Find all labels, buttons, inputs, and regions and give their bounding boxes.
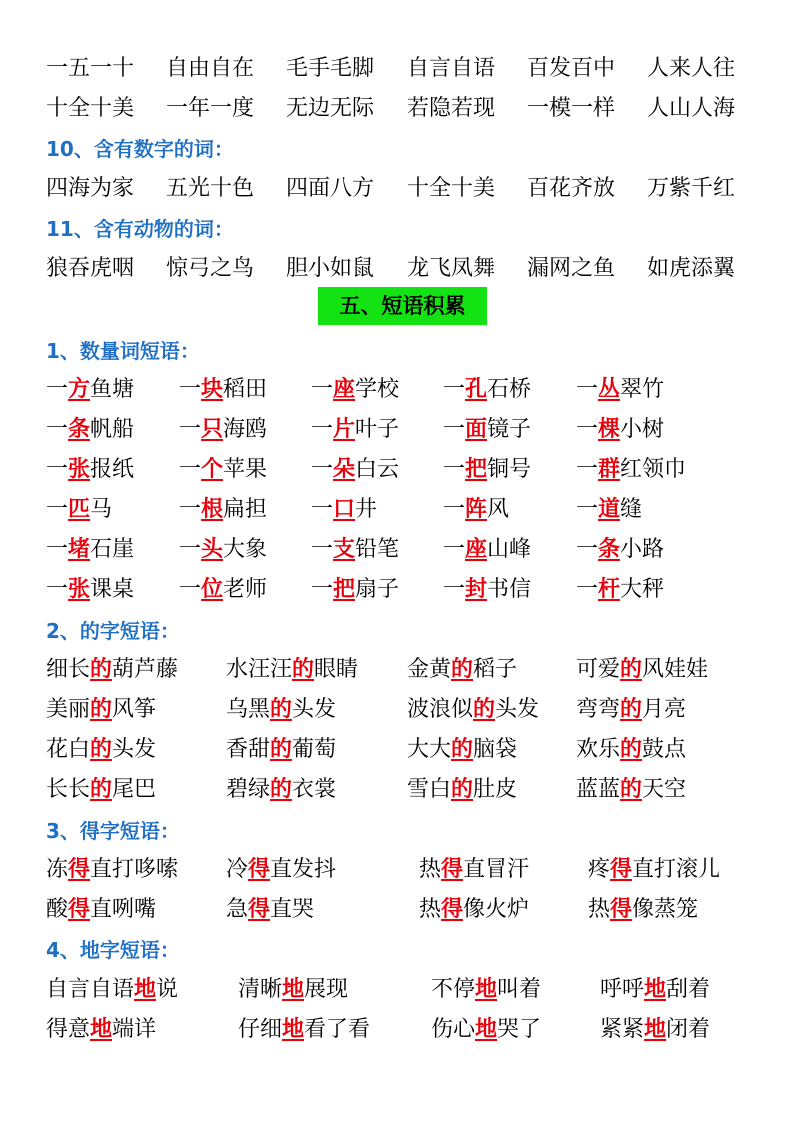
- phrase: [226, 694, 336, 726]
- phrase-part: 像蒸笼: [632, 897, 699, 922]
- phrase-part: 一: [443, 377, 466, 402]
- phrase: [179, 454, 267, 486]
- phrase: [46, 854, 178, 886]
- phrase-part: 香甜: [226, 737, 271, 762]
- phrase-part: 马: [90, 497, 113, 522]
- idiom-word: 自言自语: [407, 56, 496, 81]
- phrase: [576, 374, 664, 406]
- phrase-part: 得意: [46, 1017, 91, 1042]
- phrase-part: 叫着: [497, 977, 542, 1002]
- phrase-part: 红领巾: [620, 457, 687, 482]
- idiom-word: 四面八方: [286, 176, 375, 201]
- phrase-part: 月亮: [642, 697, 687, 722]
- section-heading-di-phrases: 4、地字短语：: [46, 938, 180, 962]
- emphasized-char: 匹: [68, 497, 91, 522]
- phrase-part: 鱼塘: [90, 377, 135, 402]
- phrase: [443, 374, 531, 406]
- phrase: [46, 374, 134, 406]
- emphasized-char: 头: [201, 537, 224, 562]
- emphasized-char: 的: [270, 737, 293, 762]
- phrase-part: 一: [179, 377, 202, 402]
- phrase-part: 一: [311, 377, 334, 402]
- phrase: [419, 894, 529, 926]
- phrase-part: 大秤: [620, 577, 665, 602]
- phrase: [576, 414, 664, 446]
- phrase-part: 酸: [46, 897, 69, 922]
- phrase-part: 直冒汗: [463, 857, 530, 882]
- idiom-word: 自由自在: [166, 56, 255, 81]
- section-heading-measure-words: 1、数量词短语：: [46, 339, 200, 363]
- phrase-part: 头发: [495, 697, 540, 722]
- phrase-part: 一: [46, 497, 69, 522]
- phrase-part: 仔细: [238, 1017, 283, 1042]
- emphasized-char: 地: [644, 1017, 667, 1042]
- phrase: [179, 494, 267, 526]
- idiom-word: 人山人海: [647, 96, 736, 121]
- emphasized-char: 的: [90, 657, 113, 682]
- emphasized-char: 张: [68, 457, 91, 482]
- phrase: [226, 654, 358, 686]
- phrase-part: 翠竹: [620, 377, 665, 402]
- phrase: [443, 574, 531, 606]
- phrase: [576, 454, 686, 486]
- phrase-part: 直打滚儿: [632, 857, 721, 882]
- phrase: [226, 894, 314, 926]
- phrase-part: 葡萄: [292, 737, 337, 762]
- phrase: [311, 454, 399, 486]
- phrase-part: 一: [46, 577, 69, 602]
- phrase-part: 刮着: [666, 977, 711, 1002]
- phrase: [226, 734, 336, 766]
- phrase-part: 长长: [46, 777, 91, 802]
- idiom-word: 若隐若现: [407, 96, 496, 121]
- phrase-part: 一: [179, 457, 202, 482]
- phrase-part: 小路: [620, 537, 665, 562]
- idiom-word: 四海为家: [46, 176, 135, 201]
- phrase: [600, 974, 710, 1006]
- emphasized-char: 的: [620, 657, 643, 682]
- phrase: [46, 694, 156, 726]
- phrase: [407, 694, 539, 726]
- phrase-part: 石崖: [90, 537, 135, 562]
- phrase-part: 肚皮: [473, 777, 518, 802]
- phrase-part: 一: [576, 377, 599, 402]
- section-heading-de-phrases: 2、的字短语：: [46, 619, 180, 643]
- phrase: [576, 534, 664, 566]
- emphasized-char: 的: [90, 697, 113, 722]
- phrase-part: 冻: [46, 857, 69, 882]
- phrase-part: 花白: [46, 737, 91, 762]
- phrase-part: 葫芦藤: [112, 657, 179, 682]
- emphasized-char: 的: [451, 777, 474, 802]
- idiom-word: 龙飞凤舞: [407, 256, 496, 281]
- phrase-part: 直打哆嗦: [90, 857, 179, 882]
- idiom-word: 胆小如鼠: [286, 256, 375, 281]
- emphasized-char: 块: [201, 377, 224, 402]
- phrase-part: 头发: [112, 737, 157, 762]
- phrase-part: 端详: [112, 1017, 157, 1042]
- phrase-part: 石桥: [487, 377, 532, 402]
- idiom-word: 万紫千红: [647, 176, 736, 201]
- emphasized-char: 位: [201, 577, 224, 602]
- phrase-part: 小树: [620, 417, 665, 442]
- phrase-part: 铅笔: [355, 537, 400, 562]
- emphasized-char: 的: [473, 697, 496, 722]
- emphasized-char: 的: [270, 777, 293, 802]
- emphasized-char: 的: [620, 697, 643, 722]
- phrase-part: 头发: [292, 697, 337, 722]
- section-heading-numbers: 10、含有数字的词：: [46, 137, 234, 161]
- phrase-part: 热: [419, 897, 442, 922]
- phrase-part: 一: [443, 497, 466, 522]
- phrase-part: 一: [179, 497, 202, 522]
- phrase-part: 说: [156, 977, 179, 1002]
- emphasized-char: 得: [610, 897, 633, 922]
- phrase-part: 稻子: [473, 657, 518, 682]
- phrase-part: 学校: [355, 377, 400, 402]
- phrase: [46, 774, 156, 806]
- phrase-part: 一: [311, 457, 334, 482]
- emphasized-char: 条: [68, 417, 91, 442]
- emphasized-char: 张: [68, 577, 91, 602]
- emphasized-char: 把: [465, 457, 488, 482]
- phrase-part: 书信: [487, 577, 532, 602]
- phrase-part: 课桌: [90, 577, 135, 602]
- phrase-part: 细长: [46, 657, 91, 682]
- phrase: [46, 734, 156, 766]
- emphasized-char: 得: [68, 897, 91, 922]
- section-banner-phrases: 五、短语积累: [318, 287, 487, 325]
- phrase: [443, 494, 509, 526]
- emphasized-char: 道: [598, 497, 621, 522]
- idiom-word: 毛手毛脚: [286, 56, 375, 81]
- phrase-part: 风娃娃: [642, 657, 709, 682]
- phrase-part: 一: [46, 417, 69, 442]
- phrase: [588, 854, 720, 886]
- emphasized-char: 得: [68, 857, 91, 882]
- emphasized-char: 根: [201, 497, 224, 522]
- phrase: [600, 1014, 710, 1046]
- emphasized-char: 的: [90, 777, 113, 802]
- phrase: [179, 534, 267, 566]
- emphasized-char: 条: [598, 537, 621, 562]
- phrase-part: 铜号: [487, 457, 532, 482]
- phrase-part: 一: [576, 417, 599, 442]
- phrase-part: 一: [311, 497, 334, 522]
- phrase-part: 热: [419, 857, 442, 882]
- phrase-part: 一: [179, 577, 202, 602]
- emphasized-char: 朵: [333, 457, 356, 482]
- phrase-part: 一: [46, 537, 69, 562]
- emphasized-char: 座: [465, 537, 488, 562]
- emphasized-char: 封: [465, 577, 488, 602]
- emphasized-char: 支: [333, 537, 356, 562]
- phrase-part: 稻田: [223, 377, 268, 402]
- phrase-part: 疼: [588, 857, 611, 882]
- phrase: [179, 414, 267, 446]
- emphasized-char: 个: [201, 457, 224, 482]
- phrase-part: 白云: [355, 457, 400, 482]
- phrase-part: 山峰: [487, 537, 532, 562]
- phrase: [238, 974, 348, 1006]
- phrase: [46, 974, 178, 1006]
- phrase-part: 一: [443, 537, 466, 562]
- emphasized-char: 面: [465, 417, 488, 442]
- phrase-part: 冷: [226, 857, 249, 882]
- phrase: [576, 574, 664, 606]
- phrase-part: 雪白: [407, 777, 452, 802]
- phrase: [311, 414, 399, 446]
- phrase: [407, 774, 517, 806]
- phrase: [179, 574, 267, 606]
- phrase-part: 一: [179, 537, 202, 562]
- emphasized-char: 棵: [598, 417, 621, 442]
- phrase-part: 一: [311, 417, 334, 442]
- emphasized-char: 地: [134, 977, 157, 1002]
- phrase-part: 脑袋: [473, 737, 518, 762]
- emphasized-char: 得: [248, 857, 271, 882]
- emphasized-char: 杆: [598, 577, 621, 602]
- emphasized-char: 方: [68, 377, 91, 402]
- emphasized-char: 地: [90, 1017, 113, 1042]
- phrase-part: 叶子: [355, 417, 400, 442]
- phrase-part: 一: [443, 577, 466, 602]
- phrase: [576, 494, 642, 526]
- idiom-word: 五光十色: [166, 176, 255, 201]
- idiom-word: 一五一十: [46, 56, 135, 81]
- phrase-part: 紧紧: [600, 1017, 645, 1042]
- emphasized-char: 得: [248, 897, 271, 922]
- phrase: [46, 1014, 156, 1046]
- phrase-part: 蓝蓝: [576, 777, 621, 802]
- emphasized-char: 口: [333, 497, 356, 522]
- phrase-part: 一: [46, 377, 69, 402]
- idiom-word: 百花齐放: [527, 176, 616, 201]
- phrase-part: 一: [443, 457, 466, 482]
- phrase-part: 一: [311, 537, 334, 562]
- phrase: [311, 494, 377, 526]
- phrase-part: 看了看: [304, 1017, 371, 1042]
- phrase-part: 弯弯: [576, 697, 621, 722]
- phrase: [311, 534, 399, 566]
- phrase-part: 苹果: [223, 457, 268, 482]
- phrase: [46, 534, 134, 566]
- phrase-part: 清晰: [238, 977, 283, 1002]
- phrase-part: 镜子: [487, 417, 532, 442]
- phrase-part: 不停: [431, 977, 476, 1002]
- phrase: [576, 774, 686, 806]
- phrase: [443, 414, 531, 446]
- emphasized-char: 地: [282, 977, 305, 1002]
- phrase-part: 大象: [223, 537, 268, 562]
- section-heading-animals: 11、含有动物的词：: [46, 217, 234, 241]
- phrase-part: 扇子: [355, 577, 400, 602]
- phrase-part: 呼呼: [600, 977, 645, 1002]
- phrase-part: 鼓点: [642, 737, 687, 762]
- phrase-part: 一: [443, 417, 466, 442]
- phrase-part: 一: [311, 577, 334, 602]
- phrase-part: 伤心: [431, 1017, 476, 1042]
- emphasized-char: 地: [475, 1017, 498, 1042]
- emphasized-char: 的: [451, 657, 474, 682]
- phrase: [46, 494, 112, 526]
- emphasized-char: 地: [282, 1017, 305, 1042]
- emphasized-char: 只: [201, 417, 224, 442]
- idiom-word: 十全十美: [407, 176, 496, 201]
- emphasized-char: 地: [644, 977, 667, 1002]
- phrase-part: 欢乐: [576, 737, 621, 762]
- phrase: [443, 534, 531, 566]
- phrase-part: 闭着: [666, 1017, 711, 1042]
- idiom-word: 惊弓之鸟: [166, 256, 255, 281]
- phrase-part: 波浪似: [407, 697, 474, 722]
- phrase-part: 金黄: [407, 657, 452, 682]
- phrase: [588, 894, 698, 926]
- phrase-part: 一: [576, 457, 599, 482]
- phrase-part: 一: [179, 417, 202, 442]
- phrase-part: 尾巴: [112, 777, 157, 802]
- phrase: [238, 1014, 370, 1046]
- emphasized-char: 的: [451, 737, 474, 762]
- emphasized-char: 片: [333, 417, 356, 442]
- idiom-word: 一年一度: [166, 96, 255, 121]
- idiom-word: 人来人往: [647, 56, 736, 81]
- phrase: [431, 974, 541, 1006]
- phrase: [46, 654, 178, 686]
- phrase-part: 帆船: [90, 417, 135, 442]
- phrase-part: 大大: [407, 737, 452, 762]
- phrase: [407, 734, 517, 766]
- phrase: [226, 854, 336, 886]
- phrase-part: 可爱: [576, 657, 621, 682]
- phrase-part: 热: [588, 897, 611, 922]
- emphasized-char: 的: [270, 697, 293, 722]
- phrase-part: 一: [576, 537, 599, 562]
- phrase-part: 风: [487, 497, 510, 522]
- phrase: [443, 454, 531, 486]
- idiom-word: 十全十美: [46, 96, 135, 121]
- emphasized-char: 孔: [465, 377, 488, 402]
- phrase: [46, 894, 156, 926]
- phrase: [179, 374, 267, 406]
- emphasized-char: 丛: [598, 377, 621, 402]
- phrase: [431, 1014, 541, 1046]
- idiom-word: 狼吞虎咽: [46, 256, 135, 281]
- phrase-part: 一: [576, 497, 599, 522]
- phrase: [576, 694, 686, 726]
- phrase-part: 像火炉: [463, 897, 530, 922]
- phrase-part: 衣裳: [292, 777, 337, 802]
- phrase: [46, 574, 134, 606]
- phrase-part: 乌黑: [226, 697, 271, 722]
- emphasized-char: 座: [333, 377, 356, 402]
- phrase: [419, 854, 529, 886]
- phrase-part: 自言自语: [46, 977, 135, 1002]
- phrase-part: 急: [226, 897, 249, 922]
- phrase: [46, 414, 134, 446]
- emphasized-char: 的: [620, 777, 643, 802]
- idiom-word: 一模一样: [527, 96, 616, 121]
- phrase-part: 缝: [620, 497, 643, 522]
- phrase-part: 美丽: [46, 697, 91, 722]
- phrase-part: 水汪汪: [226, 657, 293, 682]
- emphasized-char: 得: [441, 897, 464, 922]
- emphasized-char: 把: [333, 577, 356, 602]
- phrase-part: 哭了: [497, 1017, 542, 1042]
- phrase-part: 直哭: [270, 897, 315, 922]
- emphasized-char: 的: [90, 737, 113, 762]
- phrase-part: 井: [355, 497, 378, 522]
- emphasized-char: 阵: [465, 497, 488, 522]
- phrase-part: 一: [46, 457, 69, 482]
- phrase-part: 老师: [223, 577, 268, 602]
- phrase-part: 碧绿: [226, 777, 271, 802]
- phrase: [46, 454, 134, 486]
- phrase: [311, 574, 399, 606]
- phrase-part: 天空: [642, 777, 687, 802]
- emphasized-char: 堵: [68, 537, 91, 562]
- phrase: [407, 654, 517, 686]
- idiom-word: 百发百中: [527, 56, 616, 81]
- phrase-part: 报纸: [90, 457, 135, 482]
- idiom-word: 无边无际: [286, 96, 375, 121]
- phrase-part: 直发抖: [270, 857, 337, 882]
- emphasized-char: 的: [292, 657, 315, 682]
- emphasized-char: 得: [441, 857, 464, 882]
- phrase: [311, 374, 399, 406]
- idiom-word: 漏网之鱼: [527, 256, 616, 281]
- emphasized-char: 的: [620, 737, 643, 762]
- phrase-part: 眼睛: [314, 657, 359, 682]
- phrase-part: 扁担: [223, 497, 268, 522]
- phrase: [576, 734, 686, 766]
- emphasized-char: 地: [475, 977, 498, 1002]
- emphasized-char: 得: [610, 857, 633, 882]
- phrase-part: 海鸥: [223, 417, 268, 442]
- phrase: [226, 774, 336, 806]
- emphasized-char: 群: [598, 457, 621, 482]
- phrase-part: 展现: [304, 977, 349, 1002]
- idiom-word: 如虎添翼: [647, 256, 736, 281]
- phrase: [576, 654, 708, 686]
- phrase-part: 风筝: [112, 697, 157, 722]
- phrase-part: 直咧嘴: [90, 897, 157, 922]
- phrase-part: 一: [576, 577, 599, 602]
- section-heading-de2-phrases: 3、得字短语：: [46, 819, 180, 843]
